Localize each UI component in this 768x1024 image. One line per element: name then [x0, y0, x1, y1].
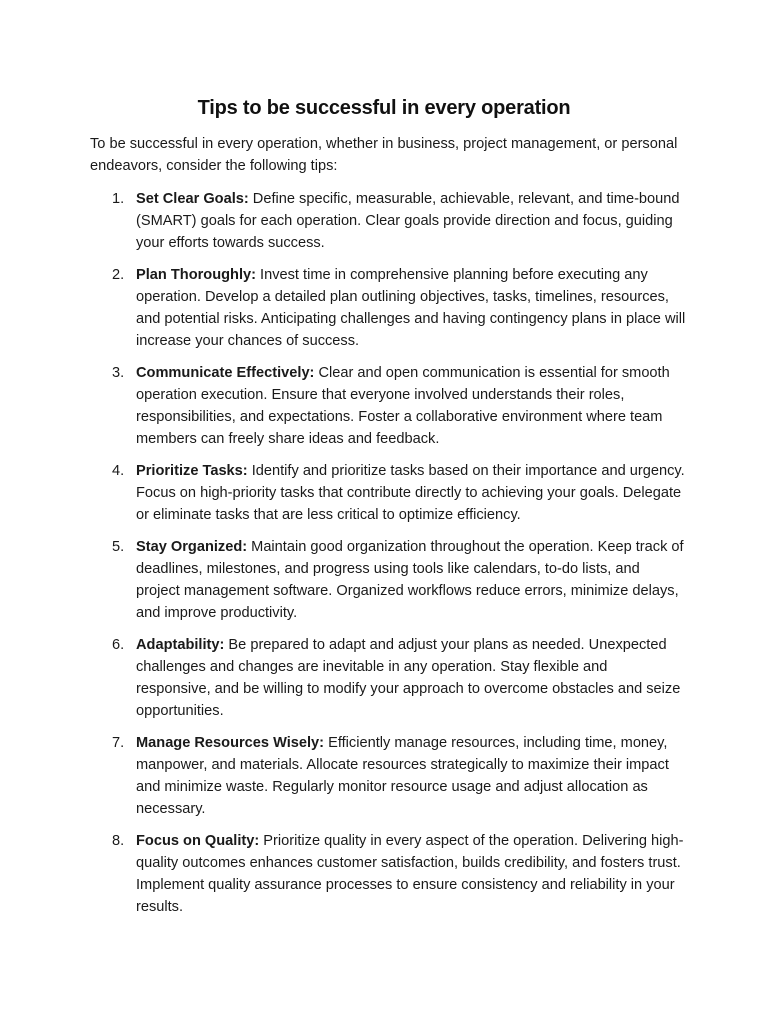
list-item-title: Set Clear Goals: — [136, 191, 249, 207]
list-item — [90, 362, 686, 450]
list-item-number: 1. — [112, 191, 125, 207]
list-item-number: 2. — [112, 267, 125, 283]
list-item-text: Define specific, measurable, achievable, relevant, and time-bound (SMART) goals for each operation. Clear goals provide direction and focus, guiding your efforts towards success. — [136, 191, 680, 251]
list-item-text: Prioritize quality in every aspect of the operation. Delivering high-quality outcomes enhances customer satisfaction, builds credibility, and fosters trust. Implement quality assurance processes to ensure consistency and reliability in your results. — [136, 833, 684, 915]
list-item-text: Clear and open communication is essential for smooth operation execution. Ensure that everyone involved understands their roles, responsibilities, and expectations. Foster a collaborative environment where team members can freely share ideas and feedback. — [136, 365, 670, 447]
tips-list — [90, 188, 686, 928]
list-item-number: 8. — [112, 833, 125, 849]
list-item — [90, 634, 686, 722]
list-item — [90, 460, 686, 526]
list-item-title: Prioritize Tasks: — [136, 463, 248, 479]
list-item — [90, 188, 686, 254]
list-item-text: Identify and prioritize tasks based on their importance and urgency. Focus on high-priority tasks that contribute directly to achieving your goals. Delegate or eliminate tasks that are less critical to optimize efficiency. — [136, 463, 685, 523]
list-item-number: 4. — [112, 463, 125, 479]
list-item-text: Invest time in comprehensive planning before executing any operation. Develop a detailed plan outlining objectives, tasks, timelines, resources, and potential risks. Anticipating challenges and having contingency plans in place will increase your chances of success. — [136, 267, 686, 349]
list-item — [90, 732, 686, 820]
list-item-title: Focus on Quality: — [136, 833, 260, 849]
list-item-title: Plan Thoroughly: — [136, 267, 256, 283]
list-item-number: 5. — [112, 539, 125, 555]
page-title: Tips to be successful in every operation — [197, 97, 571, 119]
list-item-title: Manage Resources Wisely: — [136, 735, 325, 751]
list-item-number: 6. — [112, 637, 125, 653]
list-item-number: 7. — [112, 735, 125, 751]
list-item-title: Adaptability: — [136, 637, 225, 653]
intro-paragraph: To be successful in every operation, whether in business, project management, or personal endeavors, consider the following tips: — [90, 136, 678, 174]
list-item-title: Stay Organized: — [136, 539, 248, 555]
list-item — [90, 264, 686, 352]
list-item-text: Be prepared to adapt and adjust your plans as needed. Unexpected challenges and changes are inevitable in any operation. Stay flexible and responsive, and be willing to modify your approach to overcome obstacles and seize opportunities. — [136, 637, 681, 719]
list-item-number: 3. — [112, 365, 125, 381]
list-item-title: Communicate Effectively: — [136, 365, 315, 381]
list-item-text: Maintain good organization throughout the operation. Keep track of deadlines, milestones, and progress using tools like calendars, to-do lists, and project management software. Organized workflows reduce errors, minimize delays, and improve productivity. — [136, 539, 684, 621]
list-item — [90, 830, 686, 918]
list-item — [90, 536, 686, 624]
list-item-text: Efficiently manage resources, including time, money, manpower, and materials. Allocate resources strategically to maximize their impact and minimize waste. Regularly monitor resource usage and adjust allocation as necessary. — [136, 735, 669, 817]
